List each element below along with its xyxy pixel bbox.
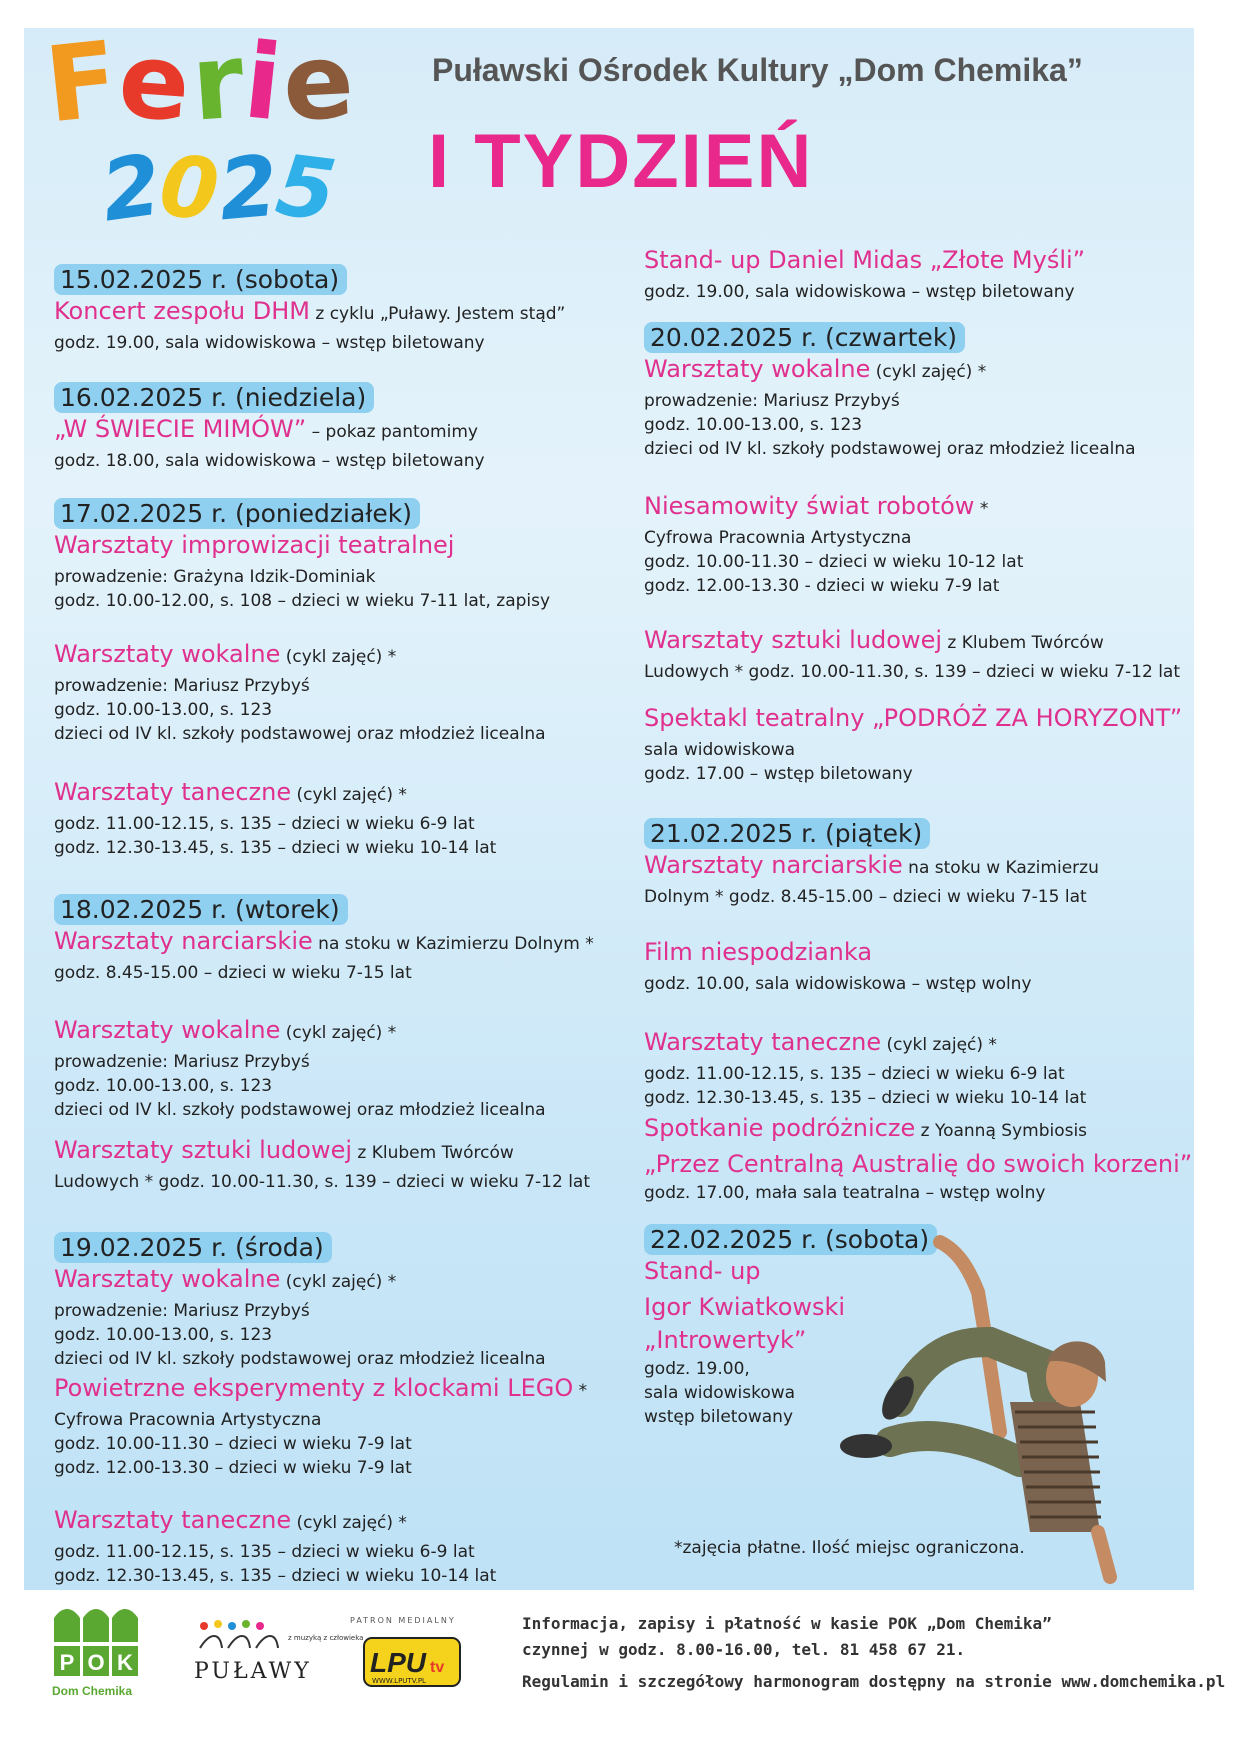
- event-block: [54, 382, 485, 473]
- pulawy-dot: [242, 1620, 250, 1628]
- event-title-line: [54, 1014, 546, 1050]
- pulawy-text: PUŁAWY: [194, 1659, 312, 1684]
- poster: [24, 17, 1194, 1590]
- organization-title: Puławski Ośrodek Kultury „Dom Chemika”: [432, 52, 1083, 88]
- event-detail: godz. 10.00-11.30 – dzieci w wieku 7-9 lat: [54, 1434, 412, 1454]
- event-detail: godz. 12.30-13.45, s. 135 – dzieci w wieku 10-14 lat: [54, 838, 497, 858]
- event-block: [54, 1134, 590, 1194]
- event-detail: prowadzenie: Mariusz Przybyś: [644, 391, 900, 411]
- event-title-line: [644, 1112, 1192, 1148]
- event-detail: godz. 12.30-13.45, s. 135 – dzieci w wieku 10-14 lat: [644, 1088, 1087, 1108]
- event-detail: godz. 11.00-12.15, s. 135 – dzieci w wieku 6-9 lat: [644, 1064, 1065, 1084]
- event-title-line: [54, 1263, 546, 1299]
- event-detail: prowadzenie: Mariusz Przybyś: [54, 676, 310, 696]
- event-detail: godz. 17.00 – wstęp biletowany: [644, 764, 913, 784]
- event-block: [54, 264, 565, 355]
- event-detail: dzieci od IV kl. szkoły podstawowej oraz młodzież licealna: [54, 724, 546, 744]
- event-detail: Ludowych * godz. 10.00-11.30, s. 139 – dzieci w wieku 7-12 lat: [54, 1172, 590, 1192]
- event-title: Warsztaty sztuki ludowej: [644, 626, 943, 654]
- event-title-suffix: na stoku w Kazimierzu Dolnym *: [312, 934, 594, 954]
- event-date: 18.02.2025 r. (wtorek): [54, 894, 348, 925]
- dancer-shirt: [1010, 1402, 1100, 1532]
- event-title: Warsztaty taneczne: [54, 1506, 292, 1534]
- event-title-line: [54, 295, 565, 331]
- event-title: Film niespodzianka: [644, 938, 873, 966]
- pulawy-tagline: z muzyką z człowieka: [288, 1634, 364, 1642]
- pulawy-dot: [214, 1620, 222, 1628]
- event-detail: wstęp biletowany: [644, 1407, 793, 1427]
- event-detail: prowadzenie: Mariusz Przybyś: [54, 1052, 310, 1072]
- event-title-line: [644, 490, 1023, 526]
- event-title-line: [644, 353, 1136, 389]
- pok-leaf: [83, 1609, 109, 1642]
- event-title-suffix: (cykl zajęć) *: [280, 1023, 397, 1043]
- event-title-line: [644, 936, 1032, 972]
- event-title: „Przez Centralną Australię do swoich korzeni”: [644, 1150, 1193, 1178]
- event-block: [54, 1232, 546, 1371]
- event-title-suffix: z Yoanną Symbiosis: [915, 1121, 1088, 1141]
- logo-digit: 2: [214, 136, 282, 240]
- event-detail: Ludowych * godz. 10.00-11.30, s. 139 – dzieci w wieku 7-12 lat: [644, 662, 1180, 682]
- logo-letter: e: [114, 18, 196, 146]
- event-title: Igor Kwiatkowski: [644, 1293, 846, 1321]
- pok-logo: [52, 1598, 142, 1682]
- footnote: *zajęcia płatne. Ilość miejsc ograniczona.: [674, 1538, 1025, 1558]
- event-detail: godz. 11.00-12.15, s. 135 – dzieci w wieku 6-9 lat: [54, 814, 475, 834]
- pulawy-logo: [190, 1618, 364, 1688]
- pulawy-dot: [256, 1622, 264, 1630]
- info-line: Regulamin i szczegółowy harmonogram dostępny na stronie www.domchemika.pl: [522, 1672, 1226, 1691]
- event-title-line: [54, 413, 485, 449]
- event-title: Warsztaty narciarskie: [54, 927, 313, 955]
- event-detail: dzieci od IV kl. szkoły podstawowej oraz młodzież licealna: [54, 1349, 546, 1369]
- pok-leaf: [112, 1609, 138, 1642]
- event-detail: godz. 11.00-12.15, s. 135 – dzieci w wieku 6-9 lat: [54, 1542, 475, 1562]
- event-detail: godz. 10.00-12.00, s. 108 – dzieci w wieku 7-11 lat, zapisy: [54, 591, 551, 611]
- event-detail: Dolnym * godz. 8.45-15.00 – dzieci w wieku 7-15 lat: [644, 887, 1087, 907]
- event-block: [54, 1014, 546, 1122]
- event-title-suffix: z Klubem Twórców: [942, 633, 1104, 653]
- week-title: I TYDZIEŃ: [428, 119, 814, 204]
- event-date: 20.02.2025 r. (czwartek): [644, 322, 965, 353]
- event-title: Powietrzne eksperymenty z klockami LEGO: [54, 1374, 574, 1402]
- event-title-suffix: z cyklu „Puławy. Jestem stąd”: [309, 304, 566, 324]
- event-detail: prowadzenie: Mariusz Przybyś: [54, 1301, 310, 1321]
- event-detail: godz. 8.45-15.00 – dzieci w wieku 7-15 lat: [54, 963, 412, 983]
- event-title: Spotkanie podróżnicze: [644, 1114, 916, 1142]
- event-block: [644, 702, 1182, 786]
- event-block: [644, 1112, 1192, 1205]
- event-title-suffix: (cykl zajęć) *: [291, 1513, 407, 1533]
- info-line: czynnej w godz. 8.00-16.00, tel. 81 458 67 21.: [522, 1640, 966, 1659]
- event-title-line: [54, 776, 496, 812]
- event-title-suffix: (cykl zajęć) *: [291, 785, 407, 805]
- event-block: [644, 936, 1032, 996]
- lpu-url: WWW.LPUTV.PL: [372, 1677, 426, 1685]
- event-detail: godz. 10.00-13.00, s. 123: [644, 415, 863, 435]
- event-detail: godz. 10.00-13.00, s. 123: [54, 1076, 273, 1096]
- event-title: „Introwertyk”: [644, 1326, 807, 1354]
- event-title: Warsztaty narciarskie: [644, 851, 903, 879]
- pulawy-dot: [228, 1622, 236, 1630]
- event-title: Stand- up: [644, 1257, 761, 1285]
- info-line: Informacja, zapisy i płatność w kasie POK „Dom Chemika”: [522, 1614, 1052, 1633]
- event-title-suffix: (cykl zajęć) *: [881, 1035, 997, 1055]
- dancer-leg: [890, 1436, 1020, 1462]
- event-title: Warsztaty wokalne: [644, 355, 871, 383]
- event-detail: godz. 10.00-13.00, s. 123: [54, 1325, 273, 1345]
- logo-digit: 0: [156, 136, 224, 240]
- event-title: Warsztaty wokalne: [54, 640, 281, 668]
- event-date: 21.02.2025 r. (piątek): [644, 818, 930, 849]
- event-title-line: [644, 244, 1085, 280]
- event-detail: dzieci od IV kl. szkoły podstawowej oraz młodzież licealna: [54, 1100, 546, 1120]
- event-block: [644, 624, 1180, 684]
- event-title-suffix: (cykl zajęć) *: [280, 647, 397, 667]
- year-logo: [95, 135, 342, 241]
- event-block: [644, 322, 1136, 461]
- event-detail: godz. 10.00-13.00, s. 123: [54, 700, 273, 720]
- event-detail: godz. 19.00, sala widowiskowa – wstęp biletowany: [54, 333, 485, 353]
- event-detail: godz. 12.00-13.30 - dzieci w wieku 7-9 lat: [644, 576, 1000, 596]
- event-title: Warsztaty wokalne: [54, 1016, 281, 1044]
- event-title-line: [54, 1372, 587, 1408]
- event-title-line: [644, 849, 1099, 885]
- event-detail: sala widowiskowa: [644, 1383, 796, 1403]
- event-title-suffix: – pokaz pantomimy: [306, 422, 478, 442]
- event-title: Stand- up Daniel Midas „Złote Myśli”: [644, 246, 1086, 274]
- event-title: „W ŚWIECIE MIMÓW”: [54, 415, 307, 443]
- event-title: Spektakl teatralny „PODRÓŻ ZA HORYZONT”: [644, 704, 1183, 732]
- pulawy-swirl: [200, 1636, 278, 1648]
- event-block: [54, 638, 546, 746]
- logo-letter: i: [238, 19, 289, 145]
- event-block: [54, 894, 594, 985]
- event-title: Warsztaty improwizacji teatralnej: [54, 531, 455, 559]
- lpu-text: LPU: [370, 1647, 426, 1678]
- event-title-suffix: z Klubem Twórców: [352, 1143, 514, 1163]
- event-detail: godz. 12.00-13.30 – dzieci w wieku 7-9 lat: [54, 1458, 412, 1478]
- pulawy-dot: [200, 1622, 208, 1630]
- event-title-line: [54, 1504, 496, 1540]
- event-title: Niesamowity świat robotów: [644, 492, 975, 520]
- event-date: 15.02.2025 r. (sobota): [54, 264, 347, 295]
- logo-letter: F: [39, 17, 126, 147]
- event-detail: Cyfrowa Pracownia Artystyczna: [54, 1410, 322, 1430]
- event-title: Warsztaty sztuki ludowej: [54, 1136, 353, 1164]
- pok-letter: K: [117, 1650, 133, 1675]
- event-detail: godz. 12.30-13.45, s. 135 – dzieci w wieku 10-14 lat: [54, 1566, 497, 1586]
- event-detail: godz. 17.00, mała sala teatralna – wstęp wolny: [644, 1183, 1046, 1203]
- event-detail: prowadzenie: Grażyna Idzik-Dominiak: [54, 567, 376, 587]
- event-title: Warsztaty taneczne: [644, 1028, 882, 1056]
- event-block: [54, 776, 496, 860]
- event-block: [54, 1504, 496, 1588]
- event-title-line: [644, 1026, 1086, 1062]
- event-date: 16.02.2025 r. (niedziela): [54, 382, 374, 413]
- pok-letter: P: [59, 1650, 75, 1675]
- event-block: [644, 244, 1085, 304]
- event-detail: dzieci od IV kl. szkoły podstawowej oraz młodzież licealna: [644, 439, 1136, 459]
- event-date: 22.02.2025 r. (sobota): [644, 1224, 937, 1255]
- logo-digit: 2: [95, 135, 167, 241]
- footer: [0, 1590, 1260, 1747]
- event-title-suffix: na stoku w Kazimierzu: [902, 858, 1099, 878]
- pok-name: Dom Chemika: [52, 1684, 133, 1698]
- dancer-shoe: [840, 1434, 892, 1458]
- event-detail: godz. 18.00, sala widowiskowa – wstęp biletowany: [54, 451, 485, 471]
- event-title-suffix: *: [573, 1381, 588, 1401]
- event-detail: Cyfrowa Pracownia Artystyczna: [644, 528, 912, 548]
- dancer-arm: [1098, 1532, 1110, 1577]
- event-block: [644, 818, 1099, 909]
- event-detail: sala widowiskowa: [644, 740, 796, 760]
- ferie-logo: [39, 17, 359, 147]
- event-title-suffix: *: [974, 499, 989, 519]
- event-detail: godz. 19.00,: [644, 1359, 750, 1379]
- dancer-leg: [900, 1342, 1045, 1402]
- pok-leaf: [54, 1609, 80, 1642]
- event-title: Warsztaty wokalne: [54, 1265, 281, 1293]
- logo-letter: r: [187, 19, 250, 145]
- event-detail: godz. 19.00, sala widowiskowa – wstęp biletowany: [644, 282, 1075, 302]
- logo-digit: 5: [271, 135, 342, 241]
- event-title-line: [54, 1134, 590, 1170]
- event-detail: godz. 10.00, sala widowiskowa – wstęp wolny: [644, 974, 1032, 994]
- event-title: Koncert zespołu DHM: [54, 297, 310, 325]
- event-date: 17.02.2025 r. (poniedziałek): [54, 498, 420, 529]
- event-title-line: [54, 925, 594, 961]
- event-block: [54, 1372, 587, 1480]
- event-block: [54, 498, 550, 613]
- logo-letter: e: [279, 19, 359, 145]
- event-block: [644, 1026, 1086, 1110]
- event-date: 19.02.2025 r. (środa): [54, 1232, 332, 1263]
- event-title-line: [54, 638, 546, 674]
- event-title-suffix: (cykl zajęć) *: [280, 1272, 397, 1292]
- event-title-line: [54, 529, 550, 565]
- lpu-tv: tv: [430, 1659, 445, 1676]
- event-title-line: [644, 624, 1180, 660]
- event-title: Warsztaty taneczne: [54, 778, 292, 806]
- patron-label: PATRON MEDIALNY: [350, 1616, 456, 1625]
- pok-letter: O: [87, 1650, 105, 1675]
- event-title-line: [644, 702, 1182, 738]
- event-detail: godz. 10.00-11.30 – dzieci w wieku 10-12 lat: [644, 552, 1024, 572]
- event-block: [644, 490, 1023, 598]
- event-title-suffix: (cykl zajęć) *: [870, 362, 987, 382]
- lpu-tv-logo: [362, 1634, 462, 1690]
